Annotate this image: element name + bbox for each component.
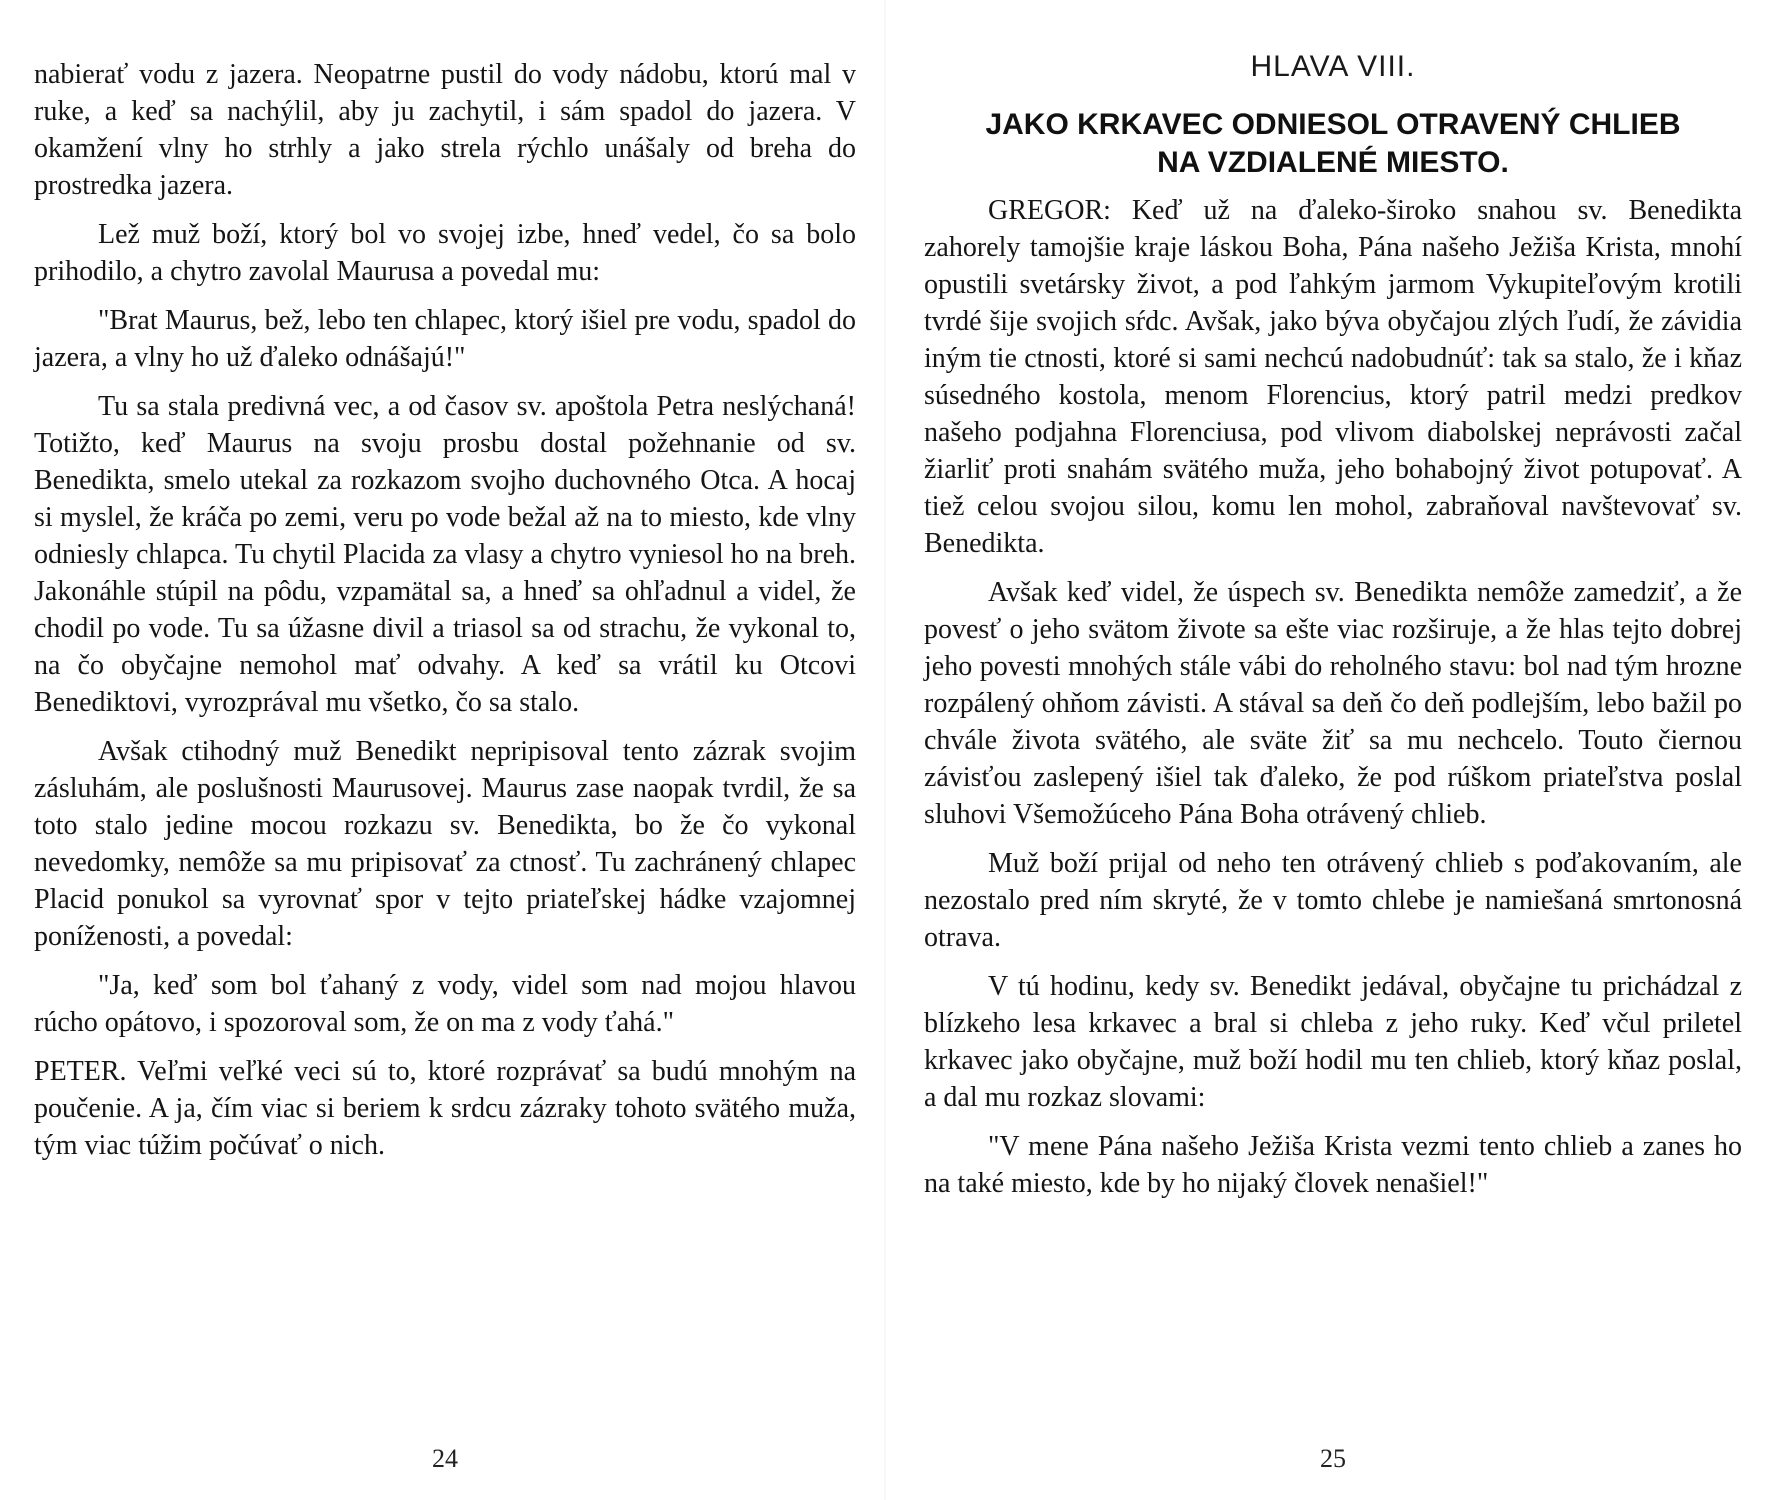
chapter-title	[924, 106, 1742, 182]
paragraph: Tu sa stala predivná vec, a od časov sv. apoštola Petra neslýchaná! Totižto, keď Maurus na svoju prosbu dostal požehnanie od sv. Benedikta, smelo utekal za rozkazom svojho duchovného Otca. A hocaj si myslel, že kráča po zemi, veru po vode bežal až na to miesto, kde vlny odniesly chlapca. Tu chytil Placida za vlasy a chytro vyniesol ho na breh. Jakonáhle stúpil na pôdu, vzpamätal sa, a hneď sa ohľadnul a videl, že chodil po vode. Tu sa úžasne divil a triasol sa od strachu, že vykonal to, na čo obyčajne nemohol mať odvahy. A keď sa vrátil ku Otcovi Benediktovi, vyrozprával mu všetko, čo sa stalo.	[34, 391, 856, 718]
paragraph: Avšak ctihodný muž Benedikt nepripisoval tento zázrak svojim zásluhám, ale poslušnosti Maurusovej. Maurus zase naopak tvrdil, že sa toto stalo jedine mocou rozkazu sv. Benedikta, bo že čo vykonal nevedomky, nemôže sa mu pripisovať za ctnosť. Tu zachránený chlapec Placid ponukol sa vyrovnať spor v tejto priateľskej hádke vzajomnej poníženosti, a povedal:	[34, 736, 856, 952]
page-number: 24	[432, 1444, 458, 1473]
book-spine	[884, 0, 886, 1500]
paragraph: V tú hodinu, kedy sv. Benedikt jedával, obyčajne tu prichádzal z blízkeho lesa krkavec a bral si chleba z jeho ruky. Keď včul priletel krkavec jako obyčajne, muž boží hodil mu ten chlieb, ktorý kňaz poslal, a dal mu rozkaz slovami:	[924, 971, 1742, 1113]
right-page	[924, 0, 1742, 1500]
chapter-label: HLAVA VIII.	[1250, 50, 1416, 83]
paragraph: Lež muž boží, ktorý bol vo svojej izbe, hneď vedel, čo sa bolo prihodilo, a chytro zavolal Maurusa a povedal mu:	[34, 219, 856, 287]
quote-paragraph: "Ja, keď som bol ťahaný z vody, videl som nad mojou hlavou rúcho opátovo, i spozoroval som, že on ma z vody ťahá."	[34, 970, 856, 1038]
quote-paragraph: "Brat Maurus, bež, lebo ten chlapec, ktorý išiel pre vodu, spadol do jazera, a vlny ho už ďaleko odnášajú!"	[34, 305, 856, 373]
dialogue-paragraph: GREGOR: Keď už na ďaleko-široko snahou sv. Benedikta zahorely tamojšie kraje láskou Boha, Pána našeho Ježiša Krista, mnohí opustili svetársky život, a pod ľahkým jarmom Vykupiteľovým krotili tvrdé šije svojich sŕdc. Avšak, jako býva obyčajou zlých ľudí, že závidia iným tie ctnosti, ktoré si sami nechcú nadobudnúť: tak sa stalo, že i kňaz súsedného kostola, menom Florencius, ktorý patril medzi predkov našeho podjahna Florenciusa, pod vlivom diabolskej neprávosti začal žiarliť proti snahám svätého muža, jeho bohabojný život potupovať. A tiež celou svojou silou, komu len mohol, zabraňoval navštevovať sv. Benedikta.	[924, 195, 1742, 559]
paragraph: Avšak keď videl, že úspech sv. Benedikta nemôže zamedziť, a že povesť o jeho svätom živote sa ešte viac rozširuje, a že hlas tejto dobrej jeho povesti mnohých stále vábi do reholného stavu: bol nad tým hrozne rozpálený ohňom závisti. A stával sa deň čo deň podlejším, lebo bažil po chvále života svätého, ale sväte žiť sa mu nechcelo. Touto čiernou závisťou zaslepený išiel tak ďaleko, že pod rúškom priateľstva poslal sluhovi Všemožúceho Pána Boha otrávený chlieb.	[924, 577, 1742, 830]
left-page-text	[34, 56, 856, 1176]
page-number: 25	[1320, 1444, 1346, 1473]
chapter-title-line: JAKO KRKAVEC ODNIESOL OTRAVENÝ CHLIEB	[985, 108, 1681, 141]
left-page	[34, 0, 856, 1500]
chapter-title-line: NA VZDIALENÉ MIESTO.	[1157, 146, 1509, 179]
paragraph: Muž boží prijal od neho ten otrávený chlieb s poďakovaním, ale nezostalo pred ním skryté, že v tomto chlebe je namiešaná smrtonosná otrava.	[924, 848, 1742, 953]
dialogue-paragraph: PETER. Veľmi veľké veci sú to, ktoré rozprávať sa budú mnohým na poučenie. A ja, čím viac si beriem k srdcu zázraky tohoto svätého muža, tým viac túžim počúvať o nich.	[34, 1056, 856, 1161]
right-page-text	[924, 192, 1742, 1214]
quote-paragraph: "V mene Pána našeho Ježiša Krista vezmi tento chlieb a zanes ho na také miesto, kde by ho nijaký človek nenašiel!"	[924, 1131, 1742, 1199]
paragraph: nabierať vodu z jazera. Neopatrne pustil do vody nádobu, ktorú mal v ruke, a keď sa nachýlil, aby ju zachytil, i sám spadol do jazera. V okamžení vlny ho strhly a jako strela rýchlo unášaly od breha do prostredka jazera.	[34, 59, 856, 201]
